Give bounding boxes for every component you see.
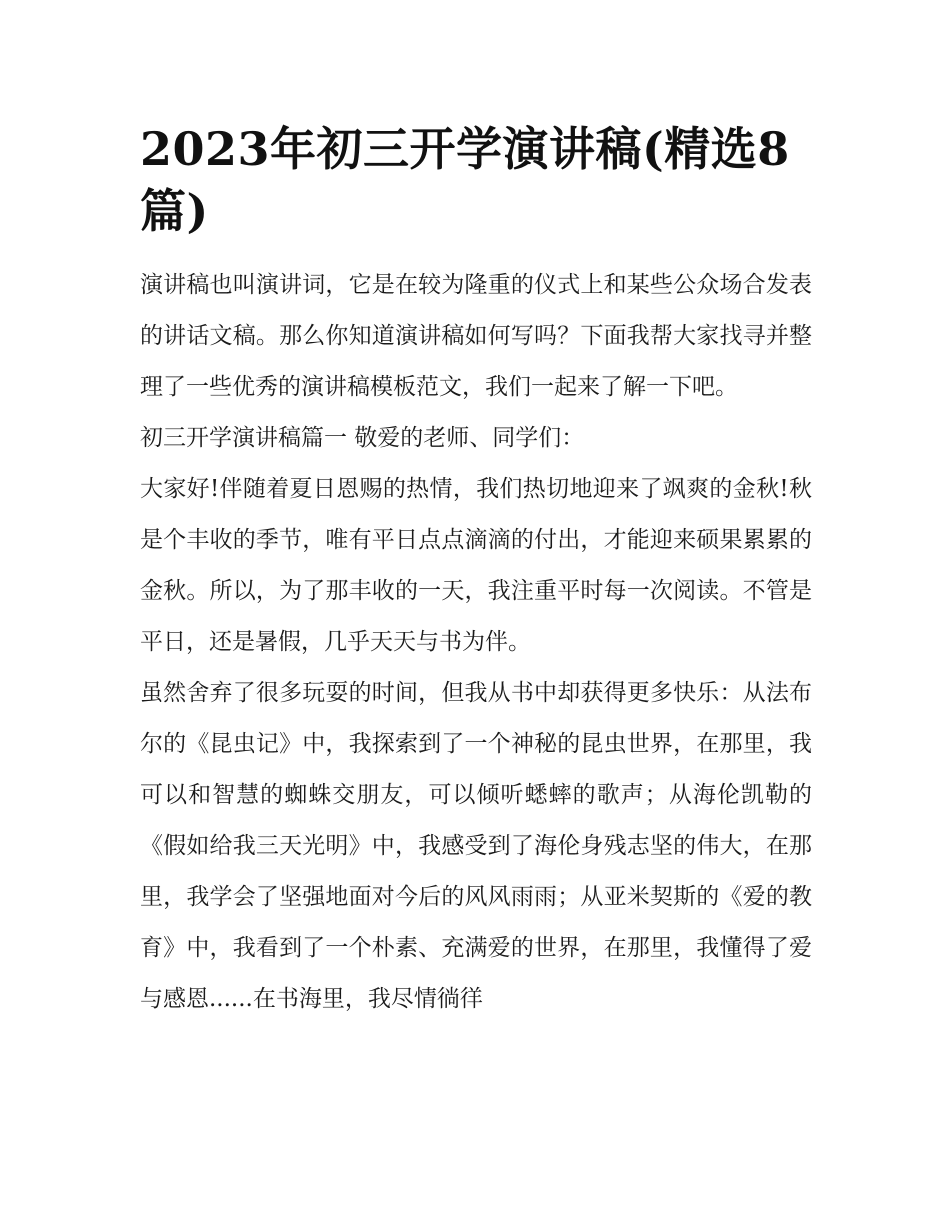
body-paragraph: 大家好!伴随着夏日恩赐的热情，我们热切地迎来了飒爽的金秋!秋是个丰收的季节，唯有平日点点滴滴的付出，才能迎来硕果累累的金秋。所以，为了那丰收的一天，我注重平时每一次阅读。不管是平日，还是暑假，几乎天天与书为伴。 — [140, 476, 812, 655]
intro-paragraph: 演讲稿也叫演讲词，它是在较为隆重的仪式上和某些公众场合发表的讲话文稿。那么你知道演讲稿如何写吗？下面我帮大家找寻并整理了一些优秀的演讲稿模板范文，我们一起来了解一下吧。 — [140, 272, 812, 400]
document-title: 2023年初三开学演讲稿(精选8篇) — [140, 122, 790, 238]
document-body — [140, 118, 812, 1025]
body-paragraph: 虽然舍弃了很多玩耍的时间，但我从书中却获得更多快乐：从法布尔的《昆虫记》中，我探索到了一个神秘的昆虫世界，在那里，我可以和智慧的蜘蛛交朋友，可以倾听蟋蟀的歌声；从海伦凯勒的《假如给我三天光明》中，我感受到了海伦身残志坚的伟大，在那里，我学会了坚强地面对今后的风风雨雨；从亚米契斯的《爱的教育》中，我看到了一个朴素、充满爱的世界，在那里，我懂得了爱与感恩......在书海里，我尽情徜徉 — [140, 680, 812, 1012]
speech-heading-paragraph: 初三开学演讲稿篇一 敬爱的老师、同学们： — [140, 425, 585, 451]
